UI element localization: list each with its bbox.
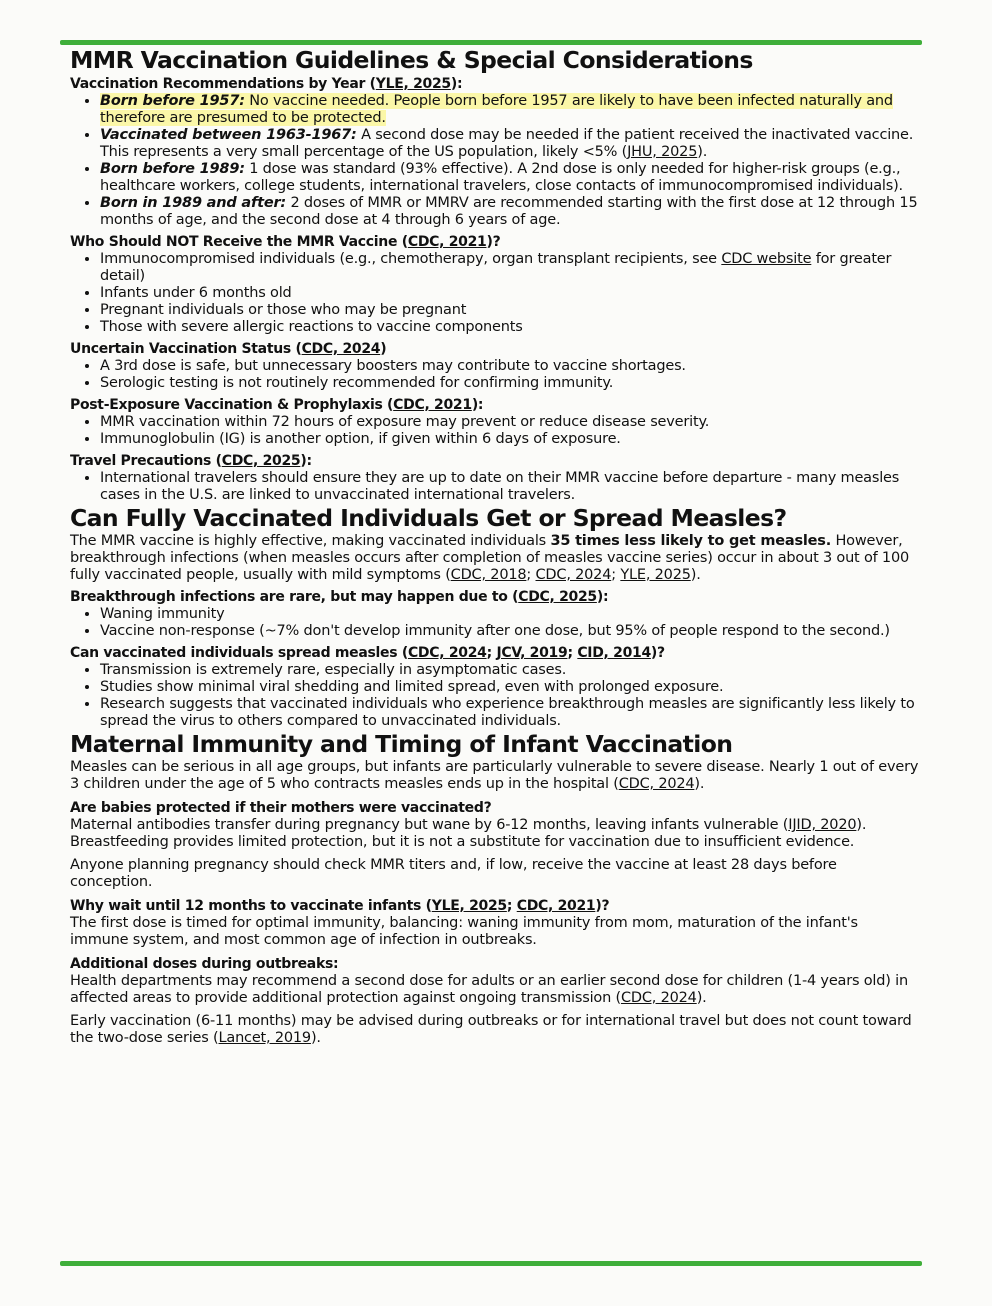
additional-doses-paragraph: Health departments may recommend a second dose for adults or an earlier second dose for children (1-4 years old) in affected areas to provide additional protection against ongoing transmission (CDC, 2024). bbox=[70, 973, 908, 1006]
not-receive-heading: Who Should NOT Receive the MMR Vaccine (CDC, 2021)? bbox=[70, 234, 501, 250]
list-item: • Immunocompromised individuals (e.g., chemotherapy, organ transplant recipients, see CDC website for greater detail) bbox=[100, 251, 920, 285]
post-exposure-list bbox=[70, 414, 920, 448]
citation-link[interactable]: IJID, 2020 bbox=[788, 817, 857, 833]
why-wait-paragraph: The first dose is timed for optimal immunity, balancing: waning immunity from mom, maturation of the infant's immune system, and most common age of infection in outbreaks. bbox=[70, 915, 858, 948]
uncertain-heading: Uncertain Vaccination Status (CDC, 2024) bbox=[70, 341, 387, 357]
page-title: MMR Vaccination Guidelines & Special Considerations bbox=[70, 46, 753, 74]
spread-list bbox=[70, 662, 920, 730]
list-item: • Vaccinated between 1963-1967: A second dose may be needed if the patient received the inactivated vaccine. This represents a very small percentage of the US population, likely <5% (JHU, 2025). bbox=[100, 127, 920, 161]
by-year-list bbox=[70, 93, 920, 229]
travel-list bbox=[70, 470, 920, 504]
additional-doses-heading: Additional doses during outbreaks: bbox=[70, 956, 339, 972]
citation-link[interactable]: Lancet, 2019 bbox=[218, 1030, 311, 1046]
planning-paragraph: Anyone planning pregnancy should check MMR titers and, if low, receive the vaccine at least 28 days before conception. bbox=[70, 857, 837, 890]
list-item: • Research suggests that vaccinated individuals who experience breakthrough measles are significantly less likely to spread the virus to others compared to unvaccinated individuals. bbox=[100, 696, 920, 730]
citation-link[interactable]: JCV, 2019 bbox=[496, 645, 568, 661]
citation-link[interactable]: CDC, 2021 bbox=[516, 898, 596, 914]
list-item: • Born in 1989 and after: 2 doses of MMR or MMRV are recommended starting with the first dose at 12 through 15 months of age, and the second dose at 4 through 6 years of age. bbox=[100, 195, 920, 229]
citation-link[interactable]: CDC, 2024 bbox=[618, 776, 695, 792]
list-item: • Those with severe allergic reactions to vaccine components bbox=[100, 319, 920, 336]
why-wait-heading: Why wait until 12 months to vaccinate infants (YLE, 2025; CDC, 2021)? bbox=[70, 898, 610, 914]
citation-link[interactable]: YLE, 2025 bbox=[431, 898, 507, 914]
list-item: • Serologic testing is not routinely recommended for confirming immunity. bbox=[100, 375, 920, 392]
spread-heading: Can vaccinated individuals spread measles (CDC, 2024; JCV, 2019; CID, 2014)? bbox=[70, 645, 665, 661]
section2-intro: The MMR vaccine is highly effective, making vaccinated individuals 35 times less likely to get measles. However, breakthrough infections (when measles occurs after completion of measles vaccine series) occur in about 3 out of 100 fully vaccinated people, usually with mild symptoms (CDC, 2018; CDC, 2024; YLE, 2025). bbox=[70, 533, 910, 583]
bottom-green-rule bbox=[60, 1261, 922, 1266]
list-item: • Born before 1957: No vaccine needed. People born before 1957 are likely to have been infected naturally and therefore are presumed to be protected. bbox=[100, 93, 920, 127]
early-vaccination-paragraph: Early vaccination (6-11 months) may be advised during outbreaks or for international travel but does not count toward the two-dose series (Lancet, 2019). bbox=[70, 1013, 912, 1046]
document-content bbox=[70, 46, 920, 1047]
babies-heading: Are babies protected if their mothers were vaccinated? bbox=[70, 800, 492, 816]
list-item: • Waning immunity bbox=[100, 606, 920, 623]
citation-link[interactable]: CDC, 2018 bbox=[450, 567, 527, 583]
list-item: • Pregnant individuals or those who may be pregnant bbox=[100, 302, 920, 319]
citation-link[interactable]: CDC, 2021 bbox=[407, 234, 487, 250]
not-receive-list bbox=[70, 251, 920, 336]
citation-link[interactable]: YLE, 2025 bbox=[375, 76, 451, 92]
list-item: • Immunoglobulin (IG) is another option, if given within 6 days of exposure. bbox=[100, 431, 920, 448]
citation-link[interactable]: CID, 2014 bbox=[577, 645, 651, 661]
babies-paragraph: Maternal antibodies transfer during pregnancy but wane by 6-12 months, leaving infants vulnerable (IJID, 2020). Breastfeeding provides limited protection, but it is not a substitute for vaccination due to insufficient evidence. bbox=[70, 817, 867, 850]
list-item: • Vaccine non-response (~7% don't develop immunity after one dose, but 95% of people respond to the second.) bbox=[100, 623, 920, 640]
citation-link[interactable]: JHU, 2025 bbox=[627, 144, 698, 160]
citation-link[interactable]: YLE, 2025 bbox=[620, 567, 691, 583]
cdc-website-link[interactable]: CDC website bbox=[721, 251, 812, 267]
by-year-heading: Vaccination Recommendations by Year (YLE, 2025): bbox=[70, 76, 463, 92]
citation-link[interactable]: CDC, 2025 bbox=[518, 589, 597, 605]
post-exposure-heading: Post-Exposure Vaccination & Prophylaxis (CDC, 2021): bbox=[70, 397, 484, 413]
citation-link[interactable]: CDC, 2025 bbox=[221, 453, 301, 469]
citation-link[interactable]: CDC, 2024 bbox=[620, 990, 697, 1006]
section3-intro: Measles can be serious in all age groups, but infants are particularly vulnerable to severe disease. Nearly 1 out of every 3 children under the age of 5 who contracts measles ends up in the hospital (CDC, 2024). bbox=[70, 759, 919, 792]
list-item: • Transmission is extremely rare, especially in asymptomatic cases. bbox=[100, 662, 920, 679]
citation-link[interactable]: CDC, 2024 bbox=[535, 567, 612, 583]
uncertain-list bbox=[70, 358, 920, 392]
top-green-rule bbox=[60, 40, 922, 45]
list-item: • A 3rd dose is safe, but unnecessary boosters may contribute to vaccine shortages. bbox=[100, 358, 920, 375]
citation-link[interactable]: CDC, 2021 bbox=[393, 397, 472, 413]
section3-title: Maternal Immunity and Timing of Infant Vaccination bbox=[70, 730, 733, 758]
breakthrough-list bbox=[70, 606, 920, 640]
list-item: • Studies show minimal viral shedding and limited spread, even with prolonged exposure. bbox=[100, 679, 920, 696]
list-item: • Infants under 6 months old bbox=[100, 285, 920, 302]
travel-heading: Travel Precautions (CDC, 2025): bbox=[70, 453, 312, 469]
list-item: • Born before 1989: 1 dose was standard (93% effective). A 2nd dose is only needed for higher-risk groups (e.g., healthcare workers, college students, international travelers, close contacts of immunocompromised individuals). bbox=[100, 161, 920, 195]
section2-title: Can Fully Vaccinated Individuals Get or Spread Measles? bbox=[70, 504, 787, 532]
list-item: • International travelers should ensure they are up to date on their MMR vaccine before departure - many measles cases in the U.S. are linked to unvaccinated international travelers. bbox=[100, 470, 920, 504]
citation-link[interactable]: CDC, 2024 bbox=[407, 645, 487, 661]
list-item: • MMR vaccination within 72 hours of exposure may prevent or reduce disease severity. bbox=[100, 414, 920, 431]
breakthrough-heading: Breakthrough infections are rare, but may happen due to (CDC, 2025): bbox=[70, 589, 609, 605]
citation-link[interactable]: CDC, 2024 bbox=[301, 341, 381, 357]
